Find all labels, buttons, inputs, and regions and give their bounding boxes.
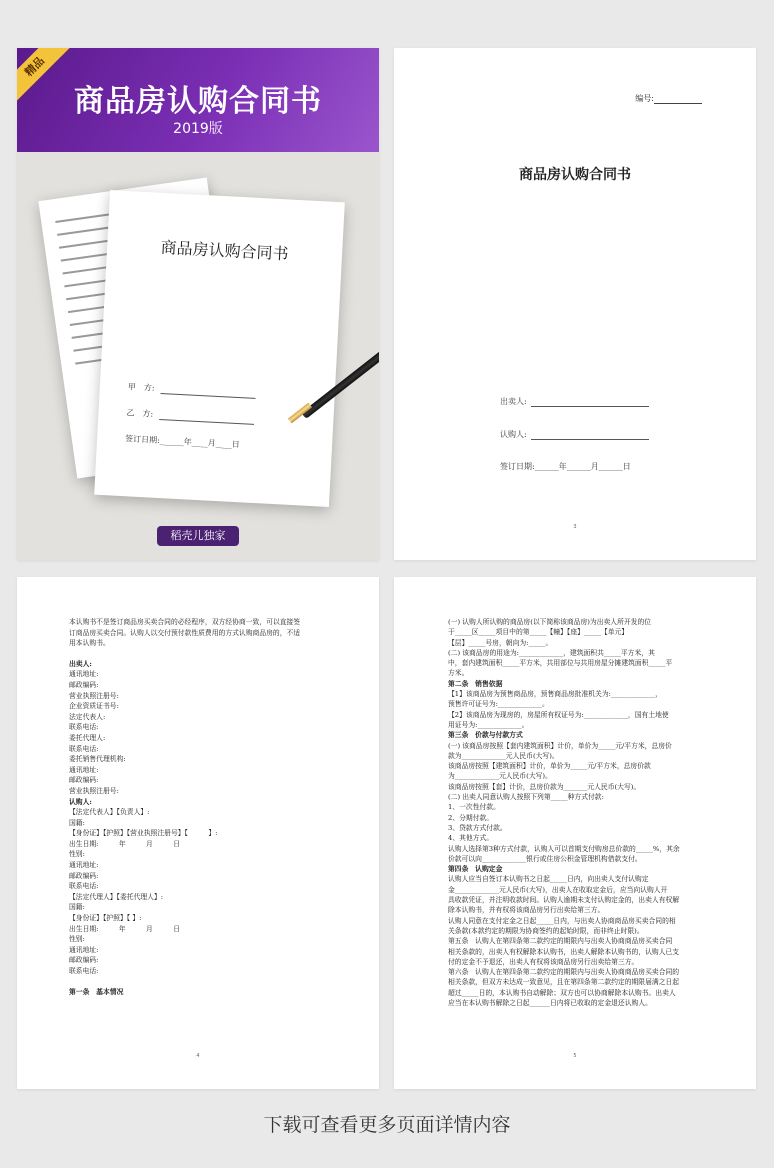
serial-number: 编号:	[635, 93, 702, 104]
page-number: 5	[573, 1053, 577, 1059]
text-line: 第四条 认购定金	[448, 865, 503, 874]
title-page-sign-date: 签订日期:______年______月______日	[500, 462, 631, 471]
text-line: 委托代理人:	[69, 733, 106, 742]
text-line: (一) 该商品房按照【套内建筑面积】计价，单价为_____元/平方米，总房价	[448, 741, 672, 750]
text-line: (二) 该商品房的用途为:_____________，建筑面积共_____平方米，其	[448, 648, 655, 657]
buyer-label: 认购人:	[500, 430, 527, 439]
front-paper-illustration	[94, 190, 345, 507]
title-page	[394, 48, 756, 560]
page-4-text	[69, 617, 327, 997]
page-number: 4	[196, 1053, 200, 1059]
text-line: 通讯地址:	[69, 861, 99, 870]
text-line: 【法定代表人】【负责人】:	[69, 808, 150, 817]
text-line: 邮政编码:	[69, 680, 99, 689]
text-line: 第一条 基本情况	[69, 987, 124, 996]
cover-title: 商品房认购合同书	[74, 84, 322, 119]
text-line: 企业资质证书号:	[69, 702, 119, 711]
text-line: 【1】该商品房为预售商品房，预售商品房批准机关为:_____________，	[448, 690, 662, 699]
text-line: 4、其他方式。	[448, 834, 494, 843]
text-line: (二) 出卖人同意认购人按照下列第_____种方式付款:	[448, 793, 604, 802]
text-line: 【法定代理人】【委托代理人】:	[69, 892, 164, 901]
text-line: 付的定金不予退还，出卖人有权将该商品房另行出卖给第三方。	[448, 957, 639, 966]
premium-ribbon: 精品	[17, 48, 71, 103]
text-line: 认购人应当自签订本认购书之日起_____日内，向出卖人支付认购定	[448, 875, 649, 884]
text-line: 价款可以向_____________银行或住房公积金管理机构借款支付。	[448, 854, 642, 863]
text-line: 出生日期: 年 月 日	[69, 924, 181, 933]
text-line: 方米。	[448, 669, 469, 678]
text-line: 法定代表人:	[69, 712, 106, 721]
text-line: 认购人同意在支付定金之日起_____日内，与出卖人协商商品房买卖合同的相	[448, 916, 676, 925]
text-line: 【层】_____号房，朝向为:_____。	[448, 638, 553, 647]
text-line: 具收款凭证，并注明收款时间。认购人逾期未支付认购定金的，出卖人有权解	[448, 896, 680, 905]
text-line: 关条款(本款约定的期限为协商签约的起始时限，而非终止时限)。	[448, 926, 644, 935]
party-a-label: 甲 方:	[127, 382, 155, 393]
text-line: 2、分期付款。	[448, 813, 494, 822]
text-line: 【身份证】【护照】【营业执照注册号】【 】:	[69, 829, 218, 838]
text-line: 联系电话:	[69, 723, 99, 732]
text-line: 相关条款的，出卖人有权解除本认购书，出卖人解除本认购书的，认购人已支	[448, 947, 680, 956]
text-line: 邮政编码:	[69, 776, 99, 785]
text-line: 为_____________元人民币(大写)。	[448, 772, 552, 781]
text-line: 第二条 销售依据	[448, 679, 503, 688]
text-line: 认购人选择第3种方式付款，认购人可以首期支付购房总价款的_____%，其余	[448, 844, 680, 853]
text-line: (一) 认购人所认购的商品房(以下简称该商品房)为出卖人所开发的位	[448, 618, 652, 626]
text-line: 除本认购书，并有权将该商品房另行出卖给第三方。	[448, 906, 605, 915]
contract-page-4	[17, 577, 379, 1089]
page-number: 3	[573, 524, 577, 530]
text-line: 第五条 认购人在第四条第二款约定的期限内与出卖人协商商品房买卖合同	[448, 937, 673, 946]
text-line: 预售许可证号为:_____________。	[448, 700, 549, 709]
page-5-text	[448, 617, 706, 1008]
download-more-caption: 下载可查看更多页面详情内容	[263, 1114, 511, 1136]
text-line	[69, 649, 327, 659]
text-line: 营业执照注册号:	[69, 786, 119, 795]
text-line: 第六条 认购人在第四条第二款约定的期限内与出卖人协商商品房买卖合同的	[448, 968, 680, 977]
text-line: 委托销售代理机构:	[69, 755, 126, 764]
text-line: 国籍:	[69, 818, 85, 827]
cover-page	[17, 48, 379, 560]
text-line: 【2】该商品房为现房的，房屋所有权证号为:_____________，国有土地使	[448, 710, 669, 719]
title-page-heading: 商品房认购合同书	[519, 167, 631, 183]
seller-label: 出卖人:	[500, 397, 527, 406]
paper-sign-date: 签订日期:______年____月____日	[124, 434, 240, 450]
text-line: 第三条 价款与付款方式	[448, 731, 523, 740]
text-line: 款为_____________元人民币(大写)。	[448, 751, 559, 760]
text-line: 联系电话:	[69, 967, 99, 975]
text-line: 本认购书不是签订商品房买卖合同的必经程序，双方经协商一致，可以直接签	[69, 618, 301, 626]
text-line: 用证号为:_____________。	[448, 720, 529, 729]
text-line: 应当在本认购书解除之日起______日内将已收取的定金退还认购人。	[448, 998, 652, 1007]
text-line: 营业执照注册号:	[69, 691, 119, 700]
text-line: 联系电话:	[69, 744, 99, 753]
text-line: 出生日期: 年 月 日	[69, 839, 181, 848]
text-line: 金_____________元人民币(大写)，出卖人在收取定金后，应当向认购人开	[448, 885, 668, 894]
text-line: 相关条款，但双方未达成一致意见，且在第四条第二款约定的期限届满之日起	[448, 978, 680, 987]
text-line: 国籍:	[69, 903, 85, 912]
text-line: 通讯地址:	[69, 670, 99, 679]
text-line: 该商品房按照【建筑面积】计价，单价为_____元/平方米，总房价款	[448, 762, 651, 771]
cover-subtitle: 2019版	[173, 121, 223, 137]
contract-page-5	[394, 577, 756, 1089]
text-line: 通讯地址:	[69, 765, 99, 774]
text-line: 订商品房买卖合同。认购人以交付预付款性质费用的方式认购商品房的，不适	[69, 628, 301, 637]
text-line: 1、一次性付款。	[448, 803, 500, 812]
party-b-label: 乙 方:	[126, 408, 154, 419]
cover-banner	[17, 48, 379, 152]
text-line: 用本认购书。	[69, 639, 110, 648]
paper-title: 商品房认购合同书	[160, 237, 290, 264]
text-line: 3、贷款方式付款。	[448, 823, 507, 832]
exclusive-badge: 稻壳儿独家	[157, 526, 239, 546]
text-line: 通讯地址:	[69, 945, 99, 954]
text-line	[69, 977, 327, 987]
text-line: 联系电话:	[69, 882, 99, 891]
text-line: 性别:	[69, 850, 85, 859]
text-line: 该商品房按照【套】计价，总房价款为_______元人民币(大写)。	[448, 782, 641, 791]
text-line: 中，套内建筑面积_____平方米，共用部位与共用房屋分摊建筑面积_____平	[448, 659, 673, 668]
text-line: 邮政编码:	[69, 956, 99, 965]
text-line: 出卖人:	[69, 659, 92, 668]
text-line: 超过_____日的，本认购书自动解除；双方也可以协商解除本认购书。出卖人	[448, 988, 676, 997]
text-line: 【身份证】【护照】【 】:	[69, 914, 142, 923]
text-line: 认购人:	[69, 797, 92, 806]
text-line: 于_____区_____项目中的第_____【幢】【座】_____【单元】	[448, 628, 629, 637]
text-line: 性别:	[69, 935, 85, 944]
text-line: 邮政编码:	[69, 871, 99, 880]
